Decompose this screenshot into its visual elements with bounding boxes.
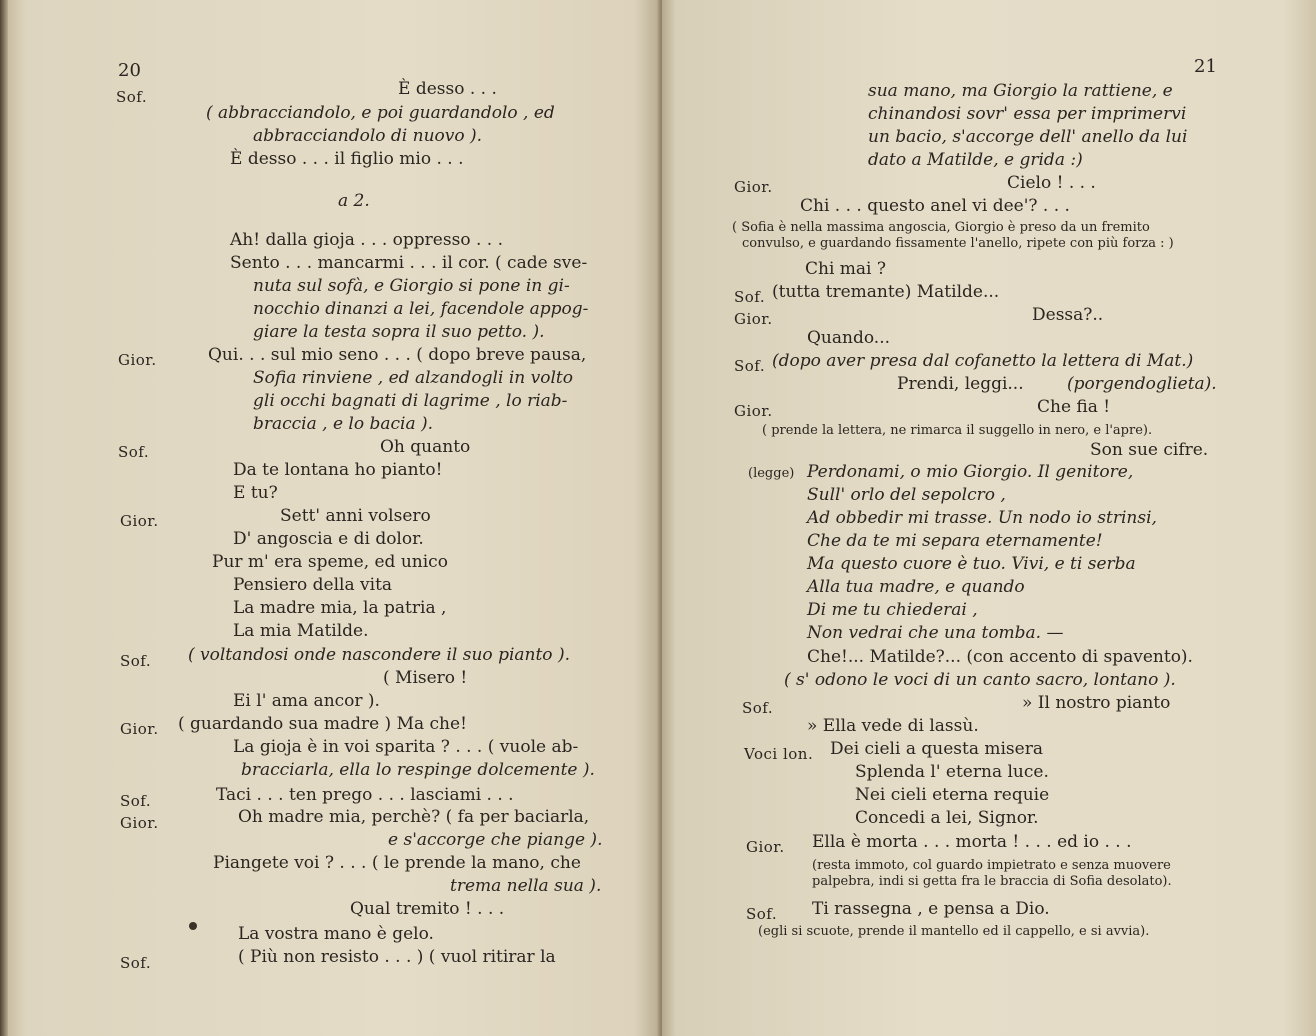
speaker: Gior. bbox=[120, 720, 159, 738]
speaker: Gior. bbox=[746, 838, 785, 856]
stage-direction: ( s' odono le voci di un canto sacro, lontano ). bbox=[784, 670, 1176, 690]
letter-line: Di me tu chiederai , bbox=[807, 600, 978, 620]
speaker: Gior. bbox=[120, 512, 159, 530]
verse-line: Taci . . . ten prego . . . lasciami . . . bbox=[216, 785, 514, 805]
verse-line: Qui. . . sul mio seno . . . ( dopo breve pausa, bbox=[208, 345, 587, 365]
speaker: Sof. bbox=[746, 905, 778, 923]
ink-spot bbox=[189, 922, 197, 930]
stage-direction: (porgendoglieta). bbox=[1067, 374, 1217, 394]
speaker: Sof. bbox=[734, 288, 766, 306]
verse-line: Sento . . . mancarmi . . . il cor. ( cade sve- bbox=[230, 253, 588, 273]
verse-line: La gioja è in voi sparita ? . . . ( vuole ab- bbox=[233, 737, 579, 757]
left-page bbox=[8, 0, 660, 1036]
stage-direction: gli occhi bagnati di lagrime , lo riab- bbox=[253, 391, 568, 411]
verse-line: Ti rassegna , e pensa a Dio. bbox=[812, 899, 1050, 919]
stage-direction: ( prende la lettera, ne rimarca il suggello in nero, e l'apre). bbox=[762, 423, 1153, 438]
letter-line: Alla tua madre, e quando bbox=[807, 577, 1025, 597]
stage-direction: (resta immoto, col guardo impietrato e senza muovere bbox=[812, 858, 1171, 873]
verse-line: Pur m' era speme, ed unico bbox=[212, 552, 448, 572]
letter-line: Non vedrai che una tomba. — bbox=[807, 623, 1064, 643]
speaker: Sof. bbox=[742, 699, 774, 717]
stage-direction: e s'accorge che piange ). bbox=[388, 830, 603, 850]
stage-direction: abbracciandolo di nuovo ). bbox=[253, 126, 483, 146]
speaker: Sof. bbox=[118, 443, 150, 461]
verse-line: La vostra mano è gelo. bbox=[238, 924, 434, 944]
speaker: Gior. bbox=[734, 178, 773, 196]
verse-line: La mia Matilde. bbox=[233, 621, 369, 641]
verse-line: (tutta tremante) Matilde... bbox=[772, 282, 1000, 302]
stage-direction: ( voltandosi onde nascondere il suo pianto ). bbox=[188, 645, 570, 665]
verse-line: Pensiero della vita bbox=[233, 575, 393, 595]
verse-line: Piangete voi ? . . . ( le prende la mano, che bbox=[213, 853, 581, 873]
stage-direction: dato a Matilde, e grida :) bbox=[868, 150, 1083, 170]
stage-direction: palpebra, indi si getta fra le braccia di Sofia desolato). bbox=[812, 874, 1172, 889]
verse-line: Cielo ! . . . bbox=[1007, 173, 1096, 193]
ensemble-marker: a 2. bbox=[338, 191, 370, 211]
speaker: Sof. bbox=[120, 792, 152, 810]
stage-direction: (egli si scuote, prende il mantello ed il cappello, e si avvia). bbox=[758, 924, 1150, 939]
verse-line: È desso . . . il figlio mio . . . bbox=[230, 149, 464, 169]
verse-line: Son sue cifre. bbox=[1090, 440, 1209, 460]
verse-line: Sett' anni volsero bbox=[280, 506, 431, 526]
stage-direction: un bacio, s'accorge dell' anello da lui bbox=[868, 127, 1188, 147]
letter-line: Che da te mi separa eternamente! bbox=[807, 531, 1103, 551]
verse-line: Quando... bbox=[807, 328, 890, 348]
verse-line: Dessa?.. bbox=[1032, 305, 1104, 325]
verse-line: Ella è morta . . . morta ! . . . ed io . . . bbox=[812, 832, 1132, 852]
verse-line: Chi . . . questo anel vi dee'? . . . bbox=[800, 196, 1070, 216]
speaker: Gior. bbox=[118, 351, 157, 369]
verse-line: Che!... Matilde?... (con accento di spavento). bbox=[807, 647, 1193, 667]
verse-line: Dei cieli a questa misera bbox=[830, 739, 1043, 759]
letter-line: Ma questo cuore è tuo. Vivi, e ti serba bbox=[807, 554, 1136, 574]
letter-line: Ad obbedir mi trasse. Un nodo io strinsi, bbox=[807, 508, 1157, 528]
verse-line: » Il nostro pianto bbox=[1022, 693, 1171, 713]
speaker: Sof. bbox=[116, 88, 148, 106]
stage-direction: Sofia rinviene , ed alzandogli in volto bbox=[253, 368, 573, 388]
speaker: Gior. bbox=[734, 310, 773, 328]
stage-direction: nuta sul sofà, e Giorgio si pone in gi- bbox=[253, 276, 570, 296]
verse-line: Ei l' ama ancor ). bbox=[233, 691, 380, 711]
verse-line: Nei cieli eterna requie bbox=[855, 785, 1050, 805]
stage-direction: giare la testa sopra il suo petto. ). bbox=[253, 322, 545, 342]
verse-line: Ah! dalla gioja . . . oppresso . . . bbox=[230, 230, 503, 250]
letter-line: Sull' orlo del sepolcro , bbox=[807, 485, 1006, 505]
speaker: Sof. bbox=[120, 652, 152, 670]
verse-line: Oh madre mia, perchè? ( fa per baciarla, bbox=[238, 807, 590, 827]
verse-line: Oh quanto bbox=[380, 437, 471, 457]
stage-direction: sua mano, ma Giorgio la rattiene, e bbox=[868, 81, 1173, 101]
verse-line: Chi mai ? bbox=[805, 259, 887, 279]
speaker: Gior. bbox=[734, 402, 773, 420]
verse-line: Qual tremito ! . . . bbox=[350, 899, 505, 919]
stage-direction: braccia , e lo bacia ). bbox=[253, 414, 434, 434]
verse-line: E tu? bbox=[233, 483, 278, 503]
stage-direction: (legge) bbox=[748, 466, 795, 481]
stage-direction: nocchio dinanzi a lei, facendole appog- bbox=[253, 299, 589, 319]
verse-line: » Ella vede di lassù. bbox=[807, 716, 979, 736]
verse-line: Che fia ! bbox=[1037, 397, 1111, 417]
verse-line: Prendi, leggi... bbox=[897, 374, 1024, 394]
verse-line: La madre mia, la patria , bbox=[233, 598, 447, 618]
speaker: Sof. bbox=[120, 954, 152, 972]
verse-line: È desso . . . bbox=[398, 79, 497, 99]
verse-line: ( Più non resisto . . . ) ( vuol ritirar la bbox=[238, 947, 556, 967]
letter-line: Perdonami, o mio Giorgio. Il genitore, bbox=[807, 462, 1134, 482]
stage-direction: convulso, e guardando fissamente l'anello, ripete con più forza : ) bbox=[742, 236, 1174, 251]
stage-direction: chinandosi sovr' essa per imprimervi bbox=[868, 104, 1187, 124]
verse-line: Splenda l' eterna luce. bbox=[855, 762, 1049, 782]
stage-direction: bracciarla, ella lo respinge dolcemente ). bbox=[241, 760, 595, 780]
speaker: Voci lon. bbox=[744, 745, 814, 763]
verse-line: ( Misero ! bbox=[383, 668, 468, 688]
stage-direction: ( Sofia è nella massima angoscia, Giorgio è preso da un fremito bbox=[732, 220, 1150, 235]
speaker: Gior. bbox=[120, 814, 159, 832]
speaker: Sof. bbox=[734, 357, 766, 375]
stage-direction: (dopo aver presa dal cofanetto la lettera di Mat.) bbox=[772, 351, 1194, 371]
page-number: 21 bbox=[1194, 56, 1217, 77]
verse-line: Da te lontana ho pianto! bbox=[233, 460, 443, 480]
page-number: 20 bbox=[118, 60, 141, 81]
stage-direction: trema nella sua ). bbox=[450, 876, 602, 896]
verse-line: Concedi a lei, Signor. bbox=[855, 808, 1039, 828]
right-page bbox=[662, 0, 1316, 1036]
verse-line: ( guardando sua madre ) Ma che! bbox=[178, 714, 467, 734]
verse-line: D' angoscia e di dolor. bbox=[233, 529, 424, 549]
stage-direction: ( abbracciandolo, e poi guardandolo , ed bbox=[206, 103, 555, 123]
